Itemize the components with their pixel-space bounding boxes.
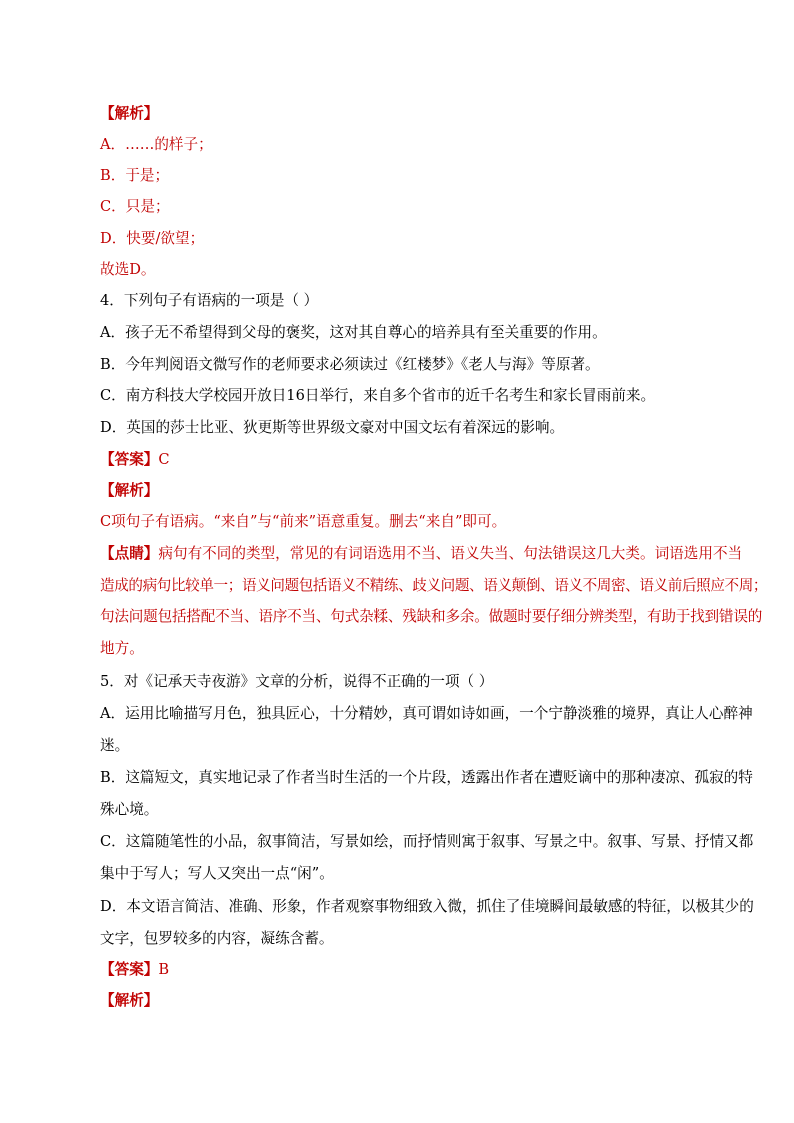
q4-option-d: D．英国的莎士比亚、狄更斯等世界级文豪对中国文坛有着深远的影响。: [100, 419, 565, 436]
q4-tip-line-1: [100, 544, 743, 564]
q4-answer: [100, 450, 725, 470]
question-4: 4．下列句子有语病的一项是（ ）: [100, 292, 319, 309]
answer-value: C: [158, 451, 170, 468]
q5-option-a-line-2: 迷。: [100, 737, 130, 754]
tip-label: 【点睛】: [100, 545, 159, 562]
q4-analysis-text: C项句子有语病。“来自”与“前来”语意重复。删去“来自”即可。: [100, 513, 507, 530]
analysis-line-d: D．快要/欲望；: [100, 230, 205, 247]
analysis-conclusion: 故选D。: [100, 261, 156, 278]
q4-tip-line-4: 地方。: [100, 640, 144, 657]
q5-option-c-line-1: C．这篇随笔性的小品，叙事简洁，写景如绘，而抒情则寓于叙事、写景之中。叙事、写景、抒情又都: [100, 833, 754, 850]
q5-option-d-line-1: D．本文语言简洁、准确、形象，作者观察事物细致入微，抓住了佳境瞬间最敏感的特征，以极其少的: [100, 898, 754, 915]
tip-text-1: 病句有不同的类型，常见的有词语选用不当、语义失当、句法错误这几大类。词语选用不当: [158, 545, 743, 562]
q5-option-d-line-2: 文字，包罗较多的内容，凝练含蓄。: [100, 930, 334, 947]
analysis-header: 【解析】: [100, 105, 159, 122]
question-5: 5．对《记承天寺夜游》文章的分析，说得不正确的一项（ ）: [100, 673, 494, 690]
q5-option-b-line-1: B．这篇短文，真实地记录了作者当时生活的一个片段，透露出作者在遭贬谪中的那种凄凉、孤寂的特: [100, 769, 753, 786]
answer-label: 【答案】: [100, 451, 159, 468]
q4-tip-line-3: 句法问题包括搭配不当、语序不当、句式杂糅、残缺和多余。做题时要仔细分辨类型，有助于找到错误的: [100, 608, 763, 625]
q5-answer: [100, 960, 725, 980]
q5-answer-value: B: [158, 961, 170, 978]
q4-option-b: B．今年判阅语文微写作的老师要求必须读过《红楼梦》《老人与海》等原著。: [100, 356, 600, 373]
q4-option-c: C．南方科技大学校园开放日16日举行，来自多个省市的近千名考生和家长冒雨前来。: [100, 387, 656, 404]
q5-analysis-header: 【解析】: [100, 992, 159, 1009]
q5-option-b-line-2: 殊心境。: [100, 801, 159, 818]
q4-option-a: A．孩子无不希望得到父母的褒奖，这对其自尊心的培养具有至关重要的作用。: [100, 324, 607, 341]
q5-option-a-line-1: A．运用比喻描写月色，独具匠心，十分精妙，真可谓如诗如画，一个宁静淡雅的境界，真让人心醉神: [100, 705, 753, 722]
q5-option-c-line-2: 集中于写人；写人又突出一点“闲”。: [100, 865, 334, 882]
q4-tip-line-2: 造成的病句比较单一；语义问题包括语义不精练、歧义问题、语义颠倒、语义不周密、语义前后照应不周；: [100, 577, 768, 594]
analysis-line-b: B．于是；: [100, 167, 170, 184]
analysis-line-c: C．只是；: [100, 198, 170, 215]
q5-answer-label: 【答案】: [100, 961, 159, 978]
analysis-line-a: A．……的样子；: [100, 136, 213, 153]
q4-analysis-header: 【解析】: [100, 482, 159, 499]
